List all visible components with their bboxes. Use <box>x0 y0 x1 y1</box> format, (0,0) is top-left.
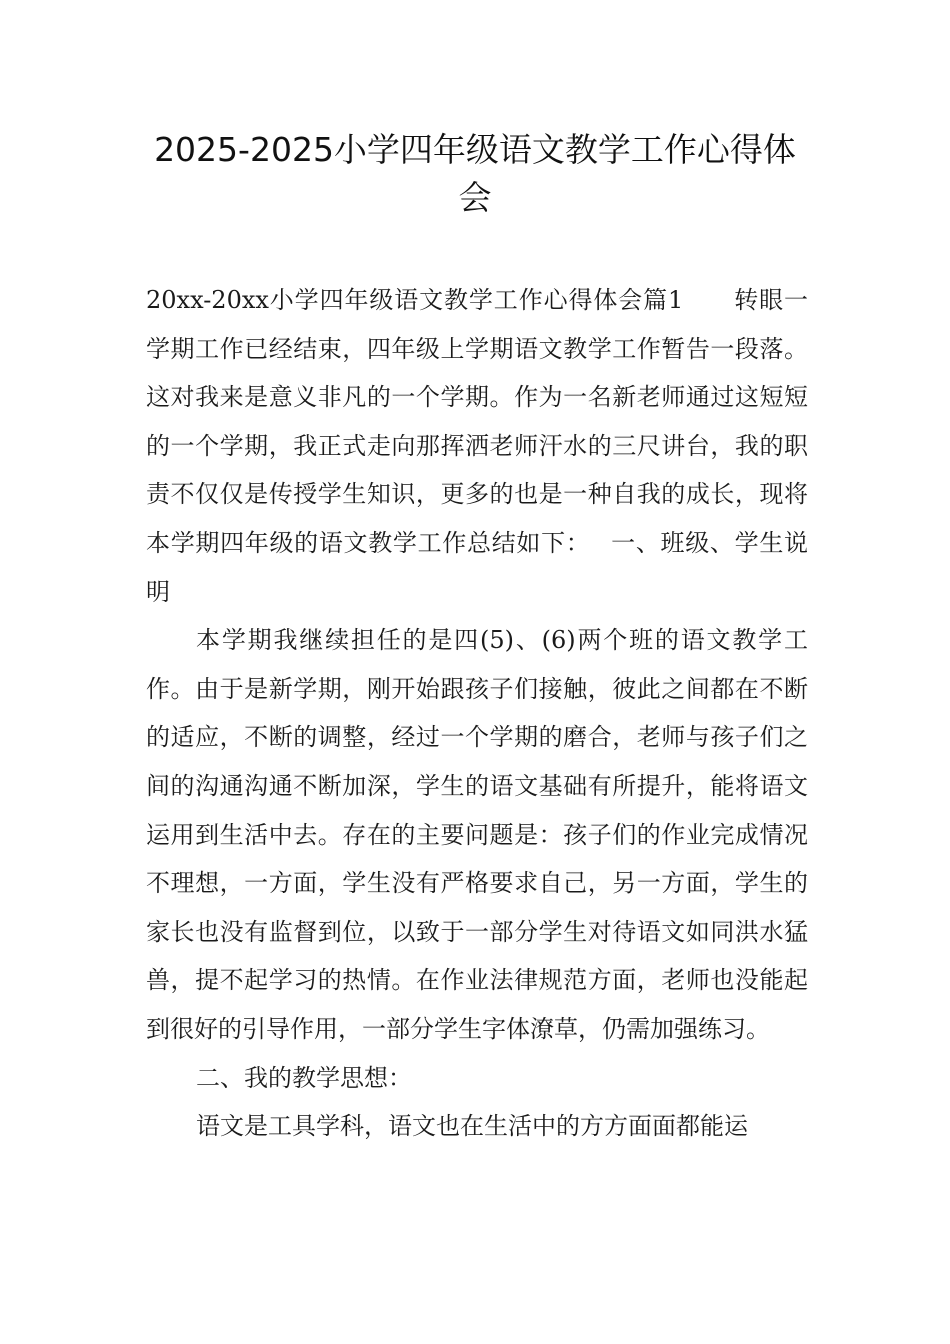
paragraph-two: 语文是工具学科，语文也在生活中的方方面面都能运 <box>196 1112 748 1141</box>
document-title: 2025-2025小学四年级语文教学工作心得体会 <box>154 130 796 217</box>
intro-text: 转眼一学期工作已经结束，四年级上学期语文教学工作暂告一段落。这对我来是意义非凡的一个学期。作为一名新老师通过这短短的一个学期，我正式走向那挥洒老师汗水的三尺讲台，我的职责不仅仅是传授学生知识，更多的也是一种自我的成长，现将本学期四年级的语文教学工作总结如下： <box>146 286 808 557</box>
paragraph-one: 本学期我继续担任的是四(5)、(6)两个班的语文教学工作。由于是新学期，刚开始跟孩子们接触，彼此之间都在不断的适应，不断的调整，经过一个学期的磨合，老师与孩子们之间的沟通沟通不断加深，学生的语文基础有所提升，能将语文运用到生活中去。存在的主要问题是：孩子们的作业完成情况不理想，一方面，学生没有严格要求自己，另一方面，学生的家长也没有监督到位，以致于一部分学生对待语文如同洪水猛兽，提不起学习的热情。在作业法律规范方面，老师也没能起到很好的引导作用，一部分学生字体潦草，仍需加强练习。 <box>146 626 808 1043</box>
intro-paragraph <box>146 276 808 616</box>
section-one-heading: 一、班级、学生说明 <box>146 528 809 606</box>
section-two-heading: 二、我的教学思想： <box>196 1063 412 1092</box>
document-body <box>146 276 808 1151</box>
intro-lead: 20xx-20xx小学四年级语文教学工作心得体会篇1 <box>146 286 684 314</box>
